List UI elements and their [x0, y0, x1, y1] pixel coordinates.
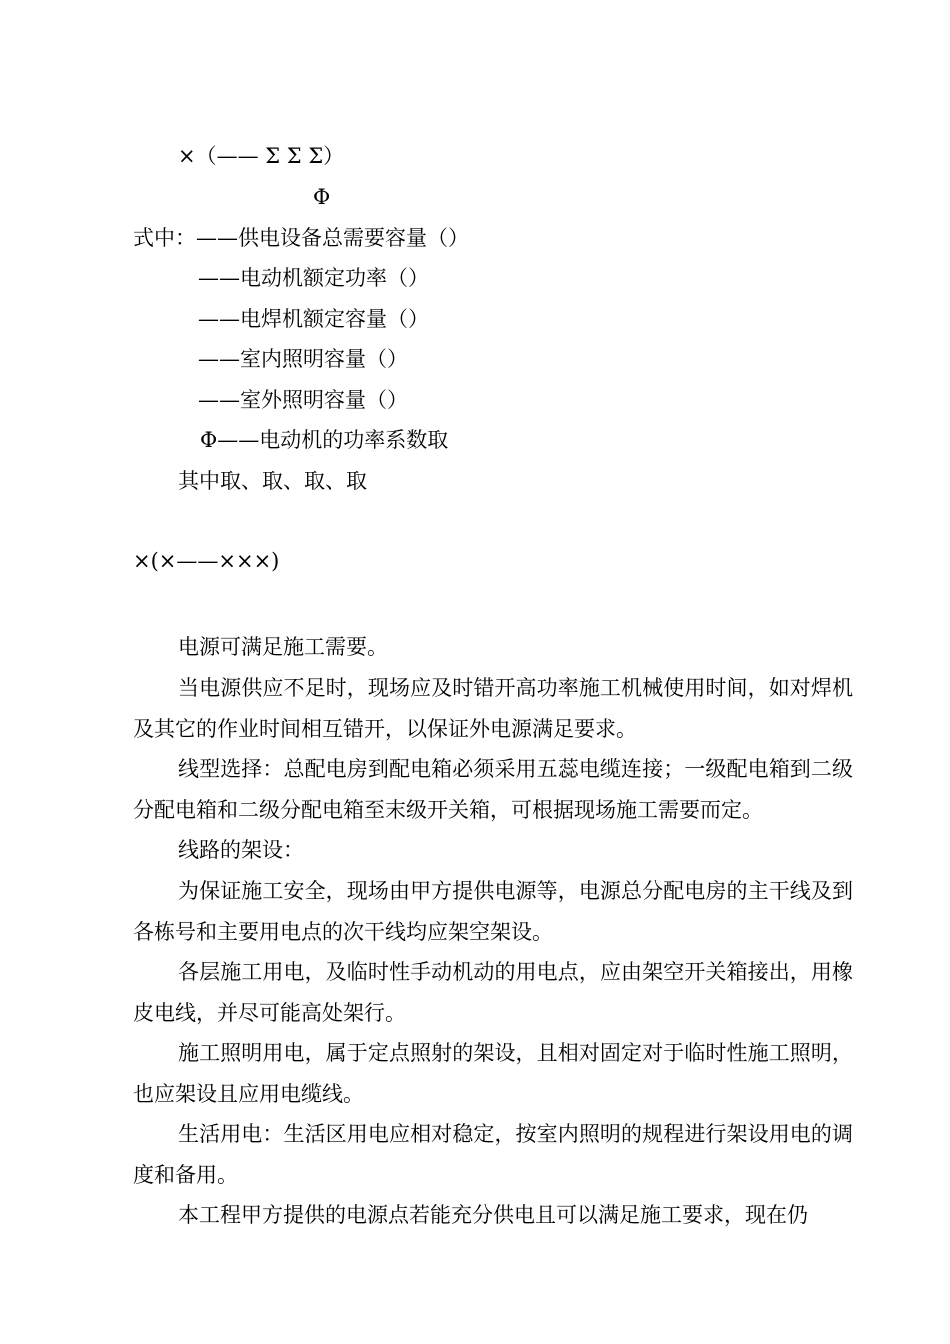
paragraph-line-erection-heading: 线路的架设：: [178, 838, 304, 862]
coefficient-note: 其中取、取、取、取: [178, 469, 367, 493]
calculation-expression: ×(×——×××): [133, 549, 280, 573]
paragraph-cable-selection: 线型选择：总配电房到配电箱必须采用五蕊电缆连接；一级配电箱到二级分配电箱和二级分配电箱至末级开关箱，可根据现场施工需要而定。: [133, 757, 853, 822]
formula-phi-symbol: Φ: [313, 185, 331, 209]
paragraph-power-sufficient: 电源可满足施工需要。: [178, 635, 388, 659]
paragraph-living-power: 生活用电：生活区用电应相对稳定，按室内照明的规程进行架设用电的调度和备用。: [133, 1122, 853, 1187]
definition-motor-power: ——电动机额定功率（）: [198, 266, 429, 290]
definition-welder-capacity: ——电焊机额定容量（）: [198, 307, 429, 331]
definition-indoor-lighting: ——室内照明容量（）: [198, 347, 408, 371]
formula-expression: ×（—— Σ Σ Σ）: [178, 144, 345, 168]
paragraph-power-source-supply: 本工程甲方提供的电源点若能充分供电且可以满足施工要求，现在仍: [178, 1203, 808, 1227]
definition-outdoor-lighting: ——室外照明容量（）: [198, 388, 408, 412]
paragraph-floor-power: 各层施工用电，及临时性手动机动的用电点，应由架空开关箱接出，用橡皮电线，并尽可能高处架行。: [133, 960, 853, 1025]
definition-power-factor: Φ——电动机的功率系数取: [200, 428, 449, 452]
paragraph-main-line-safety: 为保证施工安全，现场由甲方提供电源等，电源总分配电房的主干线及到各栋号和主要用电点的次干线均应架空架设。: [133, 879, 853, 944]
definition-total-capacity: 式中：——供电设备总需要容量（）: [133, 226, 469, 250]
paragraph-construction-lighting: 施工照明用电，属于定点照射的架设，且相对固定对于临时性施工照明，也应架设且应用电缆线。: [133, 1041, 853, 1106]
paragraph-power-shortage: 当电源供应不足时，现场应及时错开高功率施工机械使用时间，如对焊机及其它的作业时间相互错开，以保证外电源满足要求。: [133, 676, 853, 741]
